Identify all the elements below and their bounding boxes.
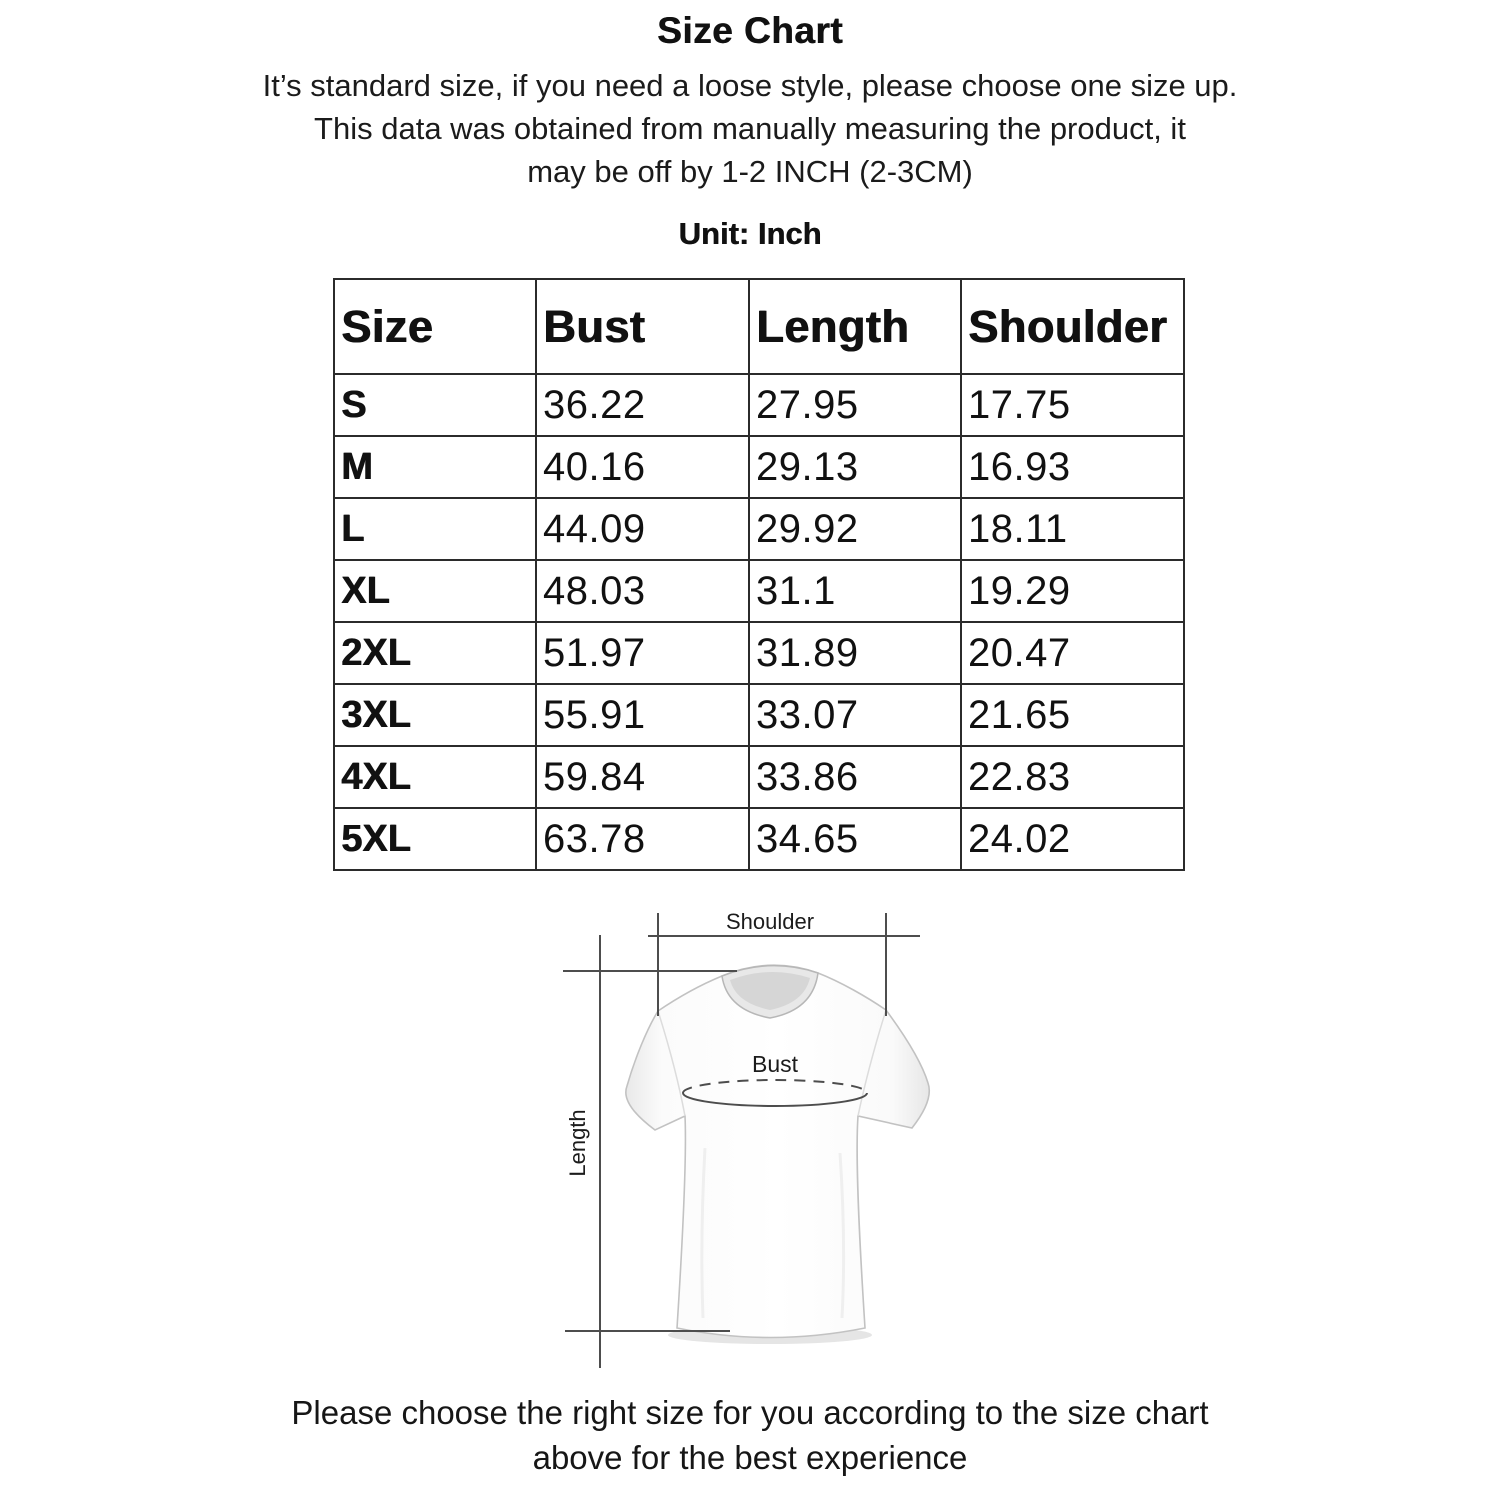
length-label: Length: [565, 1109, 590, 1177]
size-cell: 4XL: [334, 746, 536, 808]
shoulder-cell: 22.83: [961, 746, 1184, 808]
intro-text: [0, 64, 1500, 193]
size-cell: 2XL: [334, 622, 536, 684]
table-row: [334, 374, 1184, 436]
bust-cell: 48.03: [536, 560, 749, 622]
footer-line-1: Please choose the right size for you according to the size chart: [291, 1394, 1209, 1431]
unit-label: Unit: Inch: [678, 216, 822, 251]
length-cell: 33.86: [749, 746, 961, 808]
bust-cell: 44.09: [536, 498, 749, 560]
bust-cell: 51.97: [536, 622, 749, 684]
shoulder-cell: 16.93: [961, 436, 1184, 498]
size-table-body: [334, 374, 1184, 870]
bust-cell: 55.91: [536, 684, 749, 746]
intro-line-3: may be off by 1-2 INCH (2-3CM): [527, 154, 973, 189]
table-row: [334, 622, 1184, 684]
page-title: Size Chart: [657, 10, 843, 51]
shoulder-cell: 21.65: [961, 684, 1184, 746]
bust-cell: 36.22: [536, 374, 749, 436]
length-cell: 34.65: [749, 808, 961, 870]
shoulder-cell: 18.11: [961, 498, 1184, 560]
size-table: [333, 278, 1185, 871]
shoulder-cell: 19.29: [961, 560, 1184, 622]
column-header-length: Length: [749, 279, 961, 374]
shoulder-label: Shoulder: [725, 909, 815, 934]
bust-label: Bust: [751, 1051, 799, 1077]
tshirt-measurement-diagram: [555, 898, 935, 1378]
bust-cell: 59.84: [536, 746, 749, 808]
table-row: [334, 498, 1184, 560]
column-header-size: Size: [334, 279, 536, 374]
size-cell: S: [334, 374, 536, 436]
length-cell: 29.92: [749, 498, 961, 560]
length-cell: 31.89: [749, 622, 961, 684]
shoulder-cell: 17.75: [961, 374, 1184, 436]
length-cell: 33.07: [749, 684, 961, 746]
footer-line-2: above for the best experience: [532, 1439, 968, 1476]
intro-line-2: This data was obtained from manually measuring the product, it: [314, 111, 1186, 146]
table-row: [334, 746, 1184, 808]
size-table-header-row: [334, 279, 1184, 374]
bust-cell: 63.78: [536, 808, 749, 870]
bust-cell: 40.16: [536, 436, 749, 498]
length-cell: 29.13: [749, 436, 961, 498]
intro-line-1: It’s standard size, if you need a loose style, please choose one size up.: [262, 68, 1238, 103]
length-cell: 27.95: [749, 374, 961, 436]
column-header-bust: Bust: [536, 279, 749, 374]
size-cell: 3XL: [334, 684, 536, 746]
tshirt-body: [626, 965, 929, 1337]
shoulder-cell: 20.47: [961, 622, 1184, 684]
table-row: [334, 684, 1184, 746]
size-cell: L: [334, 498, 536, 560]
footer-text: [0, 1390, 1500, 1480]
size-cell: 5XL: [334, 808, 536, 870]
column-header-shoulder: Shoulder: [961, 279, 1184, 374]
table-row: [334, 560, 1184, 622]
table-row: [334, 436, 1184, 498]
size-cell: XL: [334, 560, 536, 622]
size-cell: M: [334, 436, 536, 498]
tshirt-illustration: [626, 965, 929, 1337]
table-row: [334, 808, 1184, 870]
length-cell: 31.1: [749, 560, 961, 622]
shoulder-cell: 24.02: [961, 808, 1184, 870]
